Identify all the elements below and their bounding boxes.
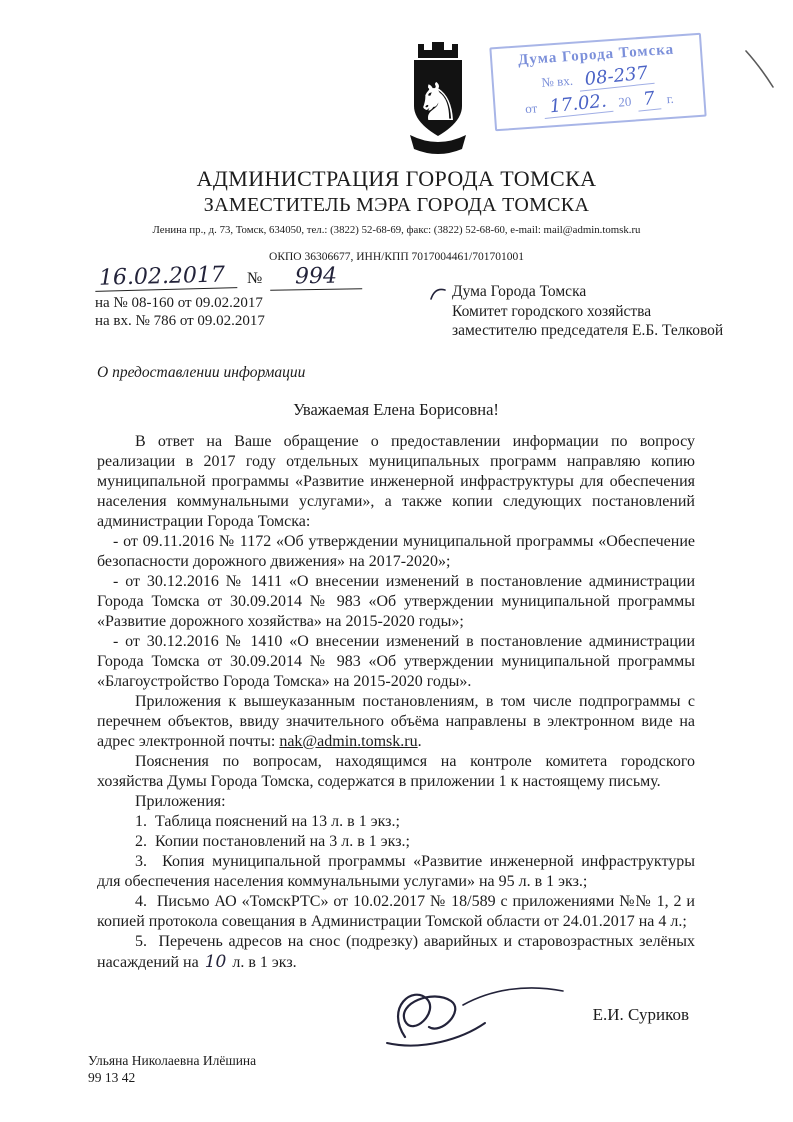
salutation: Уважаемая Елена Борисовна!	[293, 400, 499, 419]
org-name: АДМИНИСТРАЦИЯ ГОРОДА ТОМСКА	[196, 166, 597, 191]
paragraph-email-pre: Приложения к вышеуказанным постановлениям, в том числе подпрограммы с перечнем объектов, ввиду значительного объёма направлены в электронном виде на адрес электронной почты:	[97, 693, 695, 750]
crown-icon	[418, 42, 458, 58]
letterhead	[0, 166, 793, 263]
handwritten-signature	[367, 979, 567, 1051]
stamp-in-label: № вх.	[540, 72, 574, 90]
coat-of-arms	[402, 32, 474, 160]
attachments-heading: Приложения:	[135, 793, 226, 810]
stamp-date-handwritten: 17.02.	[542, 90, 613, 119]
department-name: ЗАМЕСТИТЕЛЬ МЭРА ГОРОДА ТОМСКА	[203, 194, 590, 216]
stamp-year-suffix: г.	[666, 90, 675, 107]
signature-row	[97, 979, 695, 1051]
addressee-org: Дума Города Томска	[452, 283, 587, 300]
paragraph-email	[97, 692, 695, 752]
attachment-item-2: 2. Копии постановлений на 3 л. в 1 экз.;	[135, 833, 410, 850]
attachment-item-5	[97, 932, 695, 973]
executor-block	[88, 1052, 256, 1086]
email-address: nak@admin.tomsk.ru	[279, 733, 418, 750]
executor-phone: 99 13 42	[88, 1070, 136, 1085]
pen-mark	[742, 48, 778, 90]
reference-line-1: на № 08-160 от 09.02.2017	[95, 295, 263, 311]
attachment-item-5-post: л. в 1 экз.	[228, 954, 297, 971]
contact-line: Ленина пр., д. 73, Томск, 634050, тел.: (3822) 52-68-69, факс: (3822) 52-68-60, e-mail: mail@admin.tomsk.ru	[152, 224, 641, 236]
incoming-stamp	[489, 33, 706, 132]
paragraph-intro: В ответ на Ваше обращение о предоставлении информации по вопросу реализации в 2017 году отдельных муниципальных программ направляю копию муниципальной программы «Развитие инженерной инфраструктуры для обеспечения населения коммунальными услугами», а также копии следующих постановлений администрации Города Томска:	[97, 433, 695, 530]
horse-icon: ♞	[414, 73, 462, 133]
reference-line-2: на вх. № 786 от 09.02.2017	[95, 313, 265, 329]
stamp-year-handwritten: 7	[636, 87, 662, 111]
executor-name: Ульяна Николаевна Илёшина	[88, 1053, 257, 1068]
paragraph-resolution-1: - от 09.11.2016 № 1172 «Об утверждении муниципальной программы «Обеспечение безопасности дорожного движения» на 2017-2020»;	[97, 533, 695, 570]
paragraph-resolution-3: - от 30.12.2016 № 1410 «О внесении изменений в постановление администрации Города Томска от 30.09.2014 № 983 «Об утверждении муниципальной программы «Благоустройство Города Томска» на 2015-2020 годы».	[97, 633, 695, 690]
outgoing-block	[95, 264, 425, 330]
paragraph-resolution-2: - от 30.12.2016 № 1411 «О внесении изменений в постановление администрации Города Томска от 30.09.2014 № 983 «Об утверждении муниципальной программы «Развитие дорожного хозяйства» на 2015-2020 годы»;	[97, 573, 695, 630]
attachment-item-3: 3. Копия муниципальной программы «Развитие инженерной инфраструктуры для обеспечения населения коммунальными услугами» на 95 л. в 1 экз.;	[97, 853, 695, 890]
attachment-item-5-handwritten-count: 10	[204, 952, 227, 972]
stamp-date-label: от	[524, 100, 538, 117]
addressee-person: заместителю председателя Е.Б. Телковой	[452, 322, 724, 339]
letter-body	[97, 432, 695, 1051]
handwritten-mark	[428, 283, 448, 303]
ribbon-icon	[410, 135, 466, 154]
signatory-name: Е.И. Суриков	[592, 1005, 689, 1024]
outgoing-number-handwritten: 994	[270, 263, 362, 291]
paragraph-explanations: Пояснения по вопросам, находящимся на контроле комитета городского хозяйства Думы Города Томска, содержатся в приложении 1 к настоящему письму.	[97, 753, 695, 790]
addressee-committee: Комитет городского хозяйства	[452, 302, 652, 320]
outgoing-date-handwritten: 16.02.2017	[95, 262, 238, 292]
codes-line: ОКПО 36306677, ИНН/КПП 7017004461/701701001	[269, 251, 524, 263]
subject-line: О предоставлении информации	[97, 364, 306, 381]
stamp-year-printed: 20	[617, 93, 632, 110]
stamp-in-number-handwritten: 08-237	[578, 62, 655, 92]
attachment-item-5-pre: 5. Перечень адресов на снос (подрезку) аварийных и старовозрастных зелёных насаждений на	[97, 933, 695, 971]
attachment-item-4: 4. Письмо АО «ТомскРТС» от 10.02.2017 № 18/589 с приложениями №№ 1, 2 и копией протокола совещания в Администрации Томской области от 24.01.2017 на 4 л.;	[97, 893, 695, 930]
addressee-block	[452, 282, 723, 341]
stamp-org-name: Дума Города Томска	[517, 41, 675, 69]
attachment-item-1: 1. Таблица пояснений на 13 л. в 1 экз.;	[135, 813, 400, 830]
paragraph-email-post: .	[417, 733, 422, 750]
number-sign: №	[247, 270, 263, 287]
